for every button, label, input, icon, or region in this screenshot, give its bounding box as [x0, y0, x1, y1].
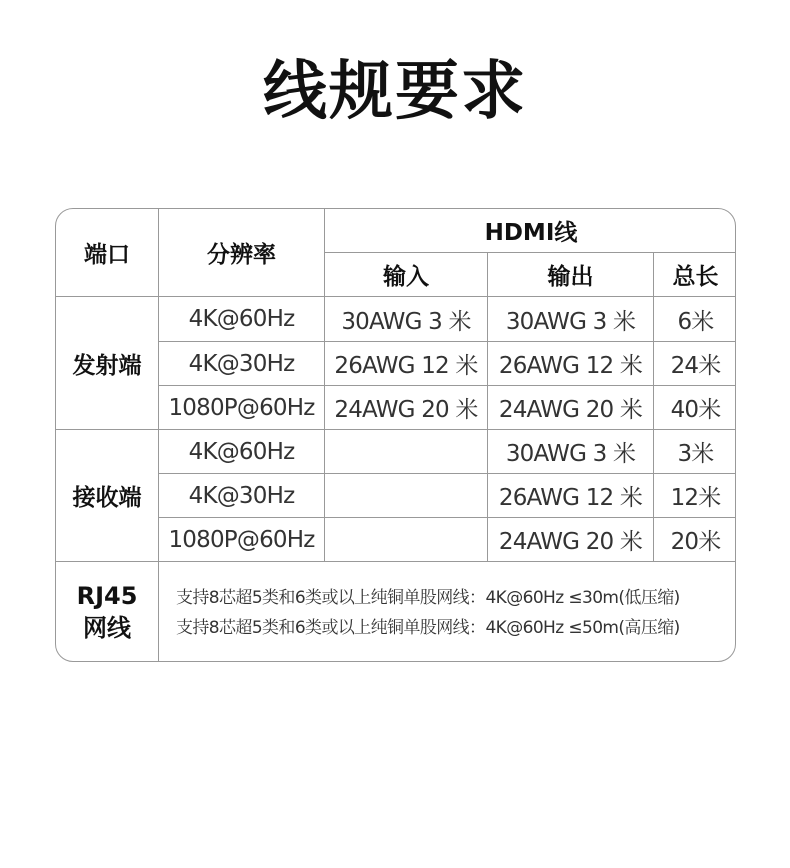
- header-hdmi-cable: HDMI线: [484, 220, 578, 246]
- cell-resolution: 4K@60Hz: [188, 306, 295, 332]
- header-input: 输入: [383, 264, 429, 290]
- cell-total: 6米: [677, 308, 714, 335]
- page-title: 线规要求: [263, 55, 527, 129]
- header-output: 输出: [547, 264, 594, 290]
- cell-total: 40米: [670, 397, 721, 423]
- group-receiver: 接收端: [72, 485, 142, 511]
- rj45-cable-label: 网线: [83, 614, 131, 642]
- cell-output: 26AWG 12 米: [498, 485, 643, 511]
- header-total-length: 总长: [672, 264, 719, 290]
- cell-total: 24米: [670, 353, 721, 379]
- header-resolution: 分辨率: [207, 242, 276, 268]
- cell-total: 12米: [670, 485, 721, 511]
- group-transmitter: 发射端: [72, 352, 142, 379]
- cell-input: [325, 474, 487, 517]
- cell-output: 30AWG 3 米: [505, 308, 636, 335]
- cell-input: 24AWG 20 米: [334, 397, 478, 423]
- cell-output: 24AWG 20 米: [498, 397, 643, 423]
- cell-resolution: 4K@30Hz: [188, 482, 295, 509]
- cable-spec-table: [55, 208, 736, 662]
- cell-input: 30AWG 3 米: [341, 308, 471, 335]
- cell-output: 26AWG 12 米: [498, 353, 643, 379]
- cell-output: 24AWG 20 米: [498, 529, 643, 555]
- cell-output: 30AWG 3 米: [505, 441, 636, 467]
- header-port: 端口: [84, 242, 130, 268]
- cell-input: [325, 430, 487, 473]
- rj45-note-high-compression: 支持8芯超5类和6类或以上纯铜单股网线：4K@60Hz ≤50m(高压缩): [176, 617, 680, 638]
- cell-resolution: 4K@60Hz: [188, 438, 295, 465]
- cell-total: 3米: [677, 441, 714, 467]
- rj45-note-low-compression: 支持8芯超5类和6类或以上纯铜单股网线：4K@60Hz ≤30m(低压缩): [176, 587, 680, 608]
- cell-input: [325, 518, 487, 561]
- cell-input: 26AWG 12 米: [334, 353, 478, 379]
- rj45-label: RJ45: [76, 582, 138, 610]
- cell-total: 20米: [670, 529, 721, 555]
- cell-resolution: 1080P@60Hz: [168, 394, 315, 421]
- cell-resolution: 1080P@60Hz: [168, 526, 315, 553]
- divider-rj45: [56, 561, 736, 562]
- cell-resolution: 4K@30Hz: [188, 350, 295, 377]
- group-rj45: [56, 562, 158, 662]
